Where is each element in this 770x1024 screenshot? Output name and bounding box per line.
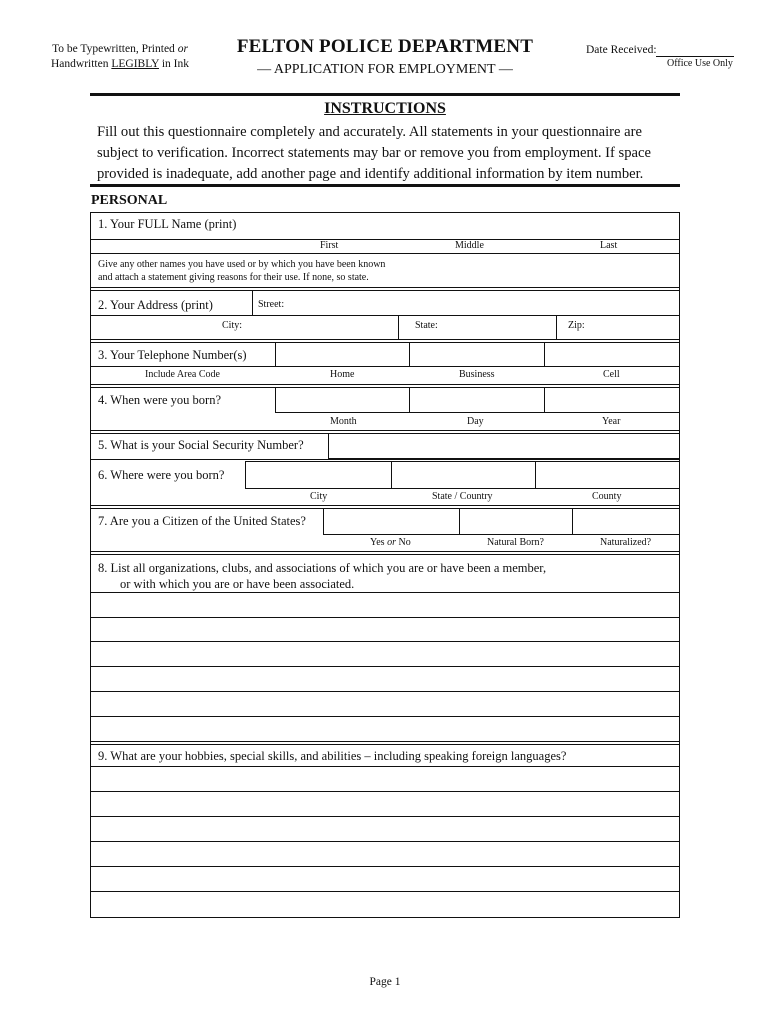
q7-yes: Yes [370,537,385,548]
birth-county-field[interactable] [535,461,680,489]
q3-business-label: Business [459,369,495,380]
q1-label: 1. Your FULL Name (print) [98,217,237,231]
q7-bottom-rule-b [90,554,680,555]
q1-first-label: First [320,240,339,251]
q9-answer-line-1[interactable] [90,766,680,767]
state-field[interactable] [442,316,552,338]
q9-answer-line-2[interactable] [90,791,680,792]
q8-answer-line-3[interactable] [90,641,680,642]
handwritten-prefix: Handwritten [51,58,109,70]
instructions-line-2: subject to verification. Incorrect statements may bar or remove you from employment. If space [97,145,651,161]
q7-no: No [398,537,411,548]
q3-bottom-rule-a [90,384,680,385]
q8-bottom-rule-b [90,744,680,745]
q6-county-label: County [592,491,622,502]
q1-last-label: Last [600,240,618,251]
naturalized-field[interactable] [572,508,680,535]
q9-label: 9. What are your hobbies, special skills, and abilities – including speaking foreign languages? [98,749,567,763]
citizen-yes-no-field[interactable] [323,508,460,535]
q1-other-names [98,258,385,284]
instructions-line-3: provided is inadequate, add another page and identify additional information by item number. [97,166,644,182]
q7-bottom-rule-a [90,551,680,552]
office-use-only: Office Use Only [667,58,733,69]
handwritten-legibly: LEGIBLY [111,58,159,70]
q2-state-label: State: [415,320,438,331]
q1-other-line-1: Give any other names you have used or by which you have been known [98,259,386,270]
q4-month-label: Month [330,416,357,427]
date-received-line[interactable] [656,56,734,57]
phone-business-field[interactable] [409,342,545,367]
q3-cell-label: Cell [603,369,620,380]
city-field[interactable] [245,316,395,338]
q3-rule [90,366,680,367]
q2-zip-label: Zip: [568,320,585,331]
q5-bottom-rule [90,459,680,460]
q2-label: 2. Your Address (print) [98,298,213,312]
q8-line-2: or with which you are or have been associated. [120,577,355,591]
q8-line-1: 8. List all organizations, clubs, and associations of which you are or have been a member, [98,561,547,575]
q2-city-state-divider [398,315,399,339]
application-title: — APPLICATION FOR EMPLOYMENT — [257,62,513,77]
q1-middle-label: Middle [455,240,484,251]
q8-answer-line-4[interactable] [90,666,680,667]
q8-answer-line-5[interactable] [90,691,680,692]
q7-label: 7. Are you a Citizen of the United States? [98,514,306,528]
q1-other-line-2: and attach a statement giving reasons for their use. If none, so state. [98,272,369,283]
other-names-field[interactable] [440,255,678,285]
instructions-body [97,122,682,185]
instructions-bottom-rule [90,184,680,187]
q7-yes-no-label [370,537,411,548]
zip-field[interactable] [588,316,678,338]
q4-label: 4. When were you born? [98,393,221,407]
q6-bottom-rule-a [90,505,680,506]
q8-answer-line-1[interactable] [90,592,680,593]
q1-divider [90,253,680,254]
q2-bottom-rule-a [90,339,680,340]
q4-bottom-rule-a [90,430,680,431]
q3-area-code-label: Include Area Code [145,369,220,380]
birth-year-field[interactable] [544,387,680,413]
typewritten-text: To be Typewritten, Printed [52,43,175,55]
personal-section-title: PERSONAL [91,193,168,208]
q9-answer-line-6[interactable] [90,891,680,892]
instructions-title: INSTRUCTIONS [324,100,446,117]
natural-born-field[interactable] [459,508,573,535]
q1-bottom-rule-b [90,290,680,291]
phone-home-field[interactable] [275,342,410,367]
q8-answer-line-6[interactable] [90,716,680,717]
birth-day-field[interactable] [409,387,545,413]
q8-label [98,560,546,592]
q7-or: or [387,537,396,548]
department-title: FELTON POLICE DEPARTMENT [236,36,534,57]
q9-answer-line-4[interactable] [90,841,680,842]
top-rule [90,93,680,96]
q2-city-label: City: [222,320,243,331]
q6-state-label: State / Country [432,491,493,502]
date-received-label: Date Received: [586,44,657,56]
birth-city-field[interactable] [245,461,392,489]
instructions-line-1: Fill out this questionnaire completely and accurately. All statements in your questionnaire are [97,124,642,140]
q5-label: 5. What is your Social Security Number? [98,438,304,452]
street-field[interactable] [292,292,678,314]
q1-underline [90,239,680,240]
birth-month-field[interactable] [275,387,410,413]
q3-home-label: Home [330,369,355,380]
q4-year-label: Year [602,416,621,427]
handwritten-suffix: in Ink [161,58,189,70]
q6-label: 6. Where were you born? [98,468,225,482]
q2-divider [252,290,253,315]
q7-naturalized-label: Naturalized? [600,537,652,548]
q9-answer-line-5[interactable] [90,866,680,867]
q2-state-zip-divider [556,315,557,339]
q8-bottom-rule-a [90,741,680,742]
q8-answer-line-2[interactable] [90,617,680,618]
typewritten-or: or [177,43,188,55]
q7-natural-born-label: Natural Born? [487,537,544,548]
ssn-field[interactable] [328,433,680,459]
phone-cell-field[interactable] [544,342,680,367]
q6-city-label: City [310,491,328,502]
q9-answer-line-3[interactable] [90,816,680,817]
q3-label: 3. Your Telephone Number(s) [98,348,247,362]
birth-state-field[interactable] [391,461,536,489]
q4-day-label: Day [467,416,484,427]
q1-bottom-rule-a [90,287,680,288]
instructions-typewritten [40,42,200,72]
page-number: Page 1 [369,976,401,988]
q2-street-label: Street: [258,299,285,310]
